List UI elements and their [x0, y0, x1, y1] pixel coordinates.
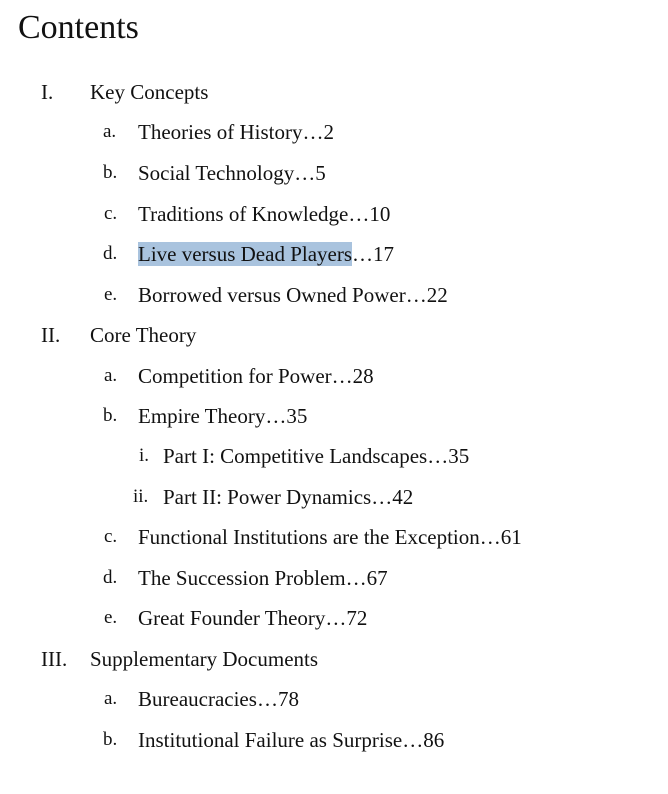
item-page: …22 — [405, 283, 448, 307]
item-page: …86 — [402, 728, 445, 752]
section-title: Supplementary Documents — [90, 647, 319, 671]
item-entry — [138, 401, 307, 431]
item-letter: d. — [103, 567, 118, 588]
item-entry — [138, 199, 390, 229]
item-title: The Succession Problem — [138, 566, 346, 590]
item-letter: a. — [103, 121, 117, 142]
item-letter: a. — [104, 365, 118, 386]
item-page: …35 — [265, 404, 308, 428]
section-numeral: III. — [41, 647, 68, 671]
item-page: …61 — [479, 525, 522, 549]
selected-text-highlight[interactable]: Live versus Dead Players — [138, 242, 353, 266]
item-page: …2 — [302, 120, 334, 144]
item-entry — [138, 684, 299, 714]
subitem-roman: i. — [139, 445, 150, 466]
item-entry — [138, 117, 334, 147]
item-letter: c. — [104, 526, 118, 547]
item-title: Borrowed versus Owned Power — [138, 283, 406, 307]
subitem-roman: ii. — [133, 486, 149, 507]
item-letter: b. — [103, 162, 118, 183]
subitem-page: …35 — [427, 444, 470, 468]
subitem-entry — [163, 441, 469, 471]
item-entry — [138, 280, 448, 310]
item-letter: e. — [104, 284, 118, 305]
item-title: Empire Theory — [138, 404, 266, 428]
subitem-title: Part II: Power Dynamics — [163, 485, 372, 509]
item-entry — [138, 563, 388, 593]
item-title: Institutional Failure as Surprise — [138, 728, 403, 752]
item-page: …67 — [345, 566, 388, 590]
item-entry — [138, 522, 522, 552]
item-letter: a. — [104, 688, 118, 709]
item-letter: b. — [103, 729, 118, 750]
subitem-page: …42 — [371, 485, 414, 509]
item-letter: d. — [103, 243, 118, 264]
item-page: …28 — [331, 364, 374, 388]
item-entry — [138, 239, 394, 269]
item-entry — [138, 361, 374, 391]
item-title: Bureaucracies — [138, 687, 257, 711]
item-title: Traditions of Knowledge — [138, 202, 349, 226]
item-page: …5 — [294, 161, 326, 185]
item-title: Competition for Power — [138, 364, 332, 388]
page-title: Contents — [18, 9, 139, 46]
section-numeral: I. — [41, 80, 54, 104]
item-page: …78 — [256, 687, 299, 711]
item-title: Social Technology — [138, 161, 295, 185]
item-entry — [138, 725, 444, 755]
item-title: Theories of History — [138, 120, 303, 144]
item-title: Functional Institutions are the Exception — [138, 525, 480, 549]
item-letter: c. — [104, 203, 118, 224]
item-page: …72 — [325, 606, 368, 630]
subitem-entry — [163, 482, 413, 512]
item-page: …17 — [352, 242, 395, 266]
item-title: Great Founder Theory — [138, 606, 326, 630]
section-title: Core Theory — [90, 323, 197, 347]
item-entry — [138, 158, 326, 188]
subitem-title: Part I: Competitive Landscapes — [163, 444, 428, 468]
item-letter: b. — [103, 405, 118, 426]
item-page: …10 — [348, 202, 391, 226]
item-entry — [138, 603, 367, 633]
section-title: Key Concepts — [90, 80, 209, 104]
section-numeral: II. — [41, 323, 61, 347]
item-letter: e. — [104, 607, 118, 628]
